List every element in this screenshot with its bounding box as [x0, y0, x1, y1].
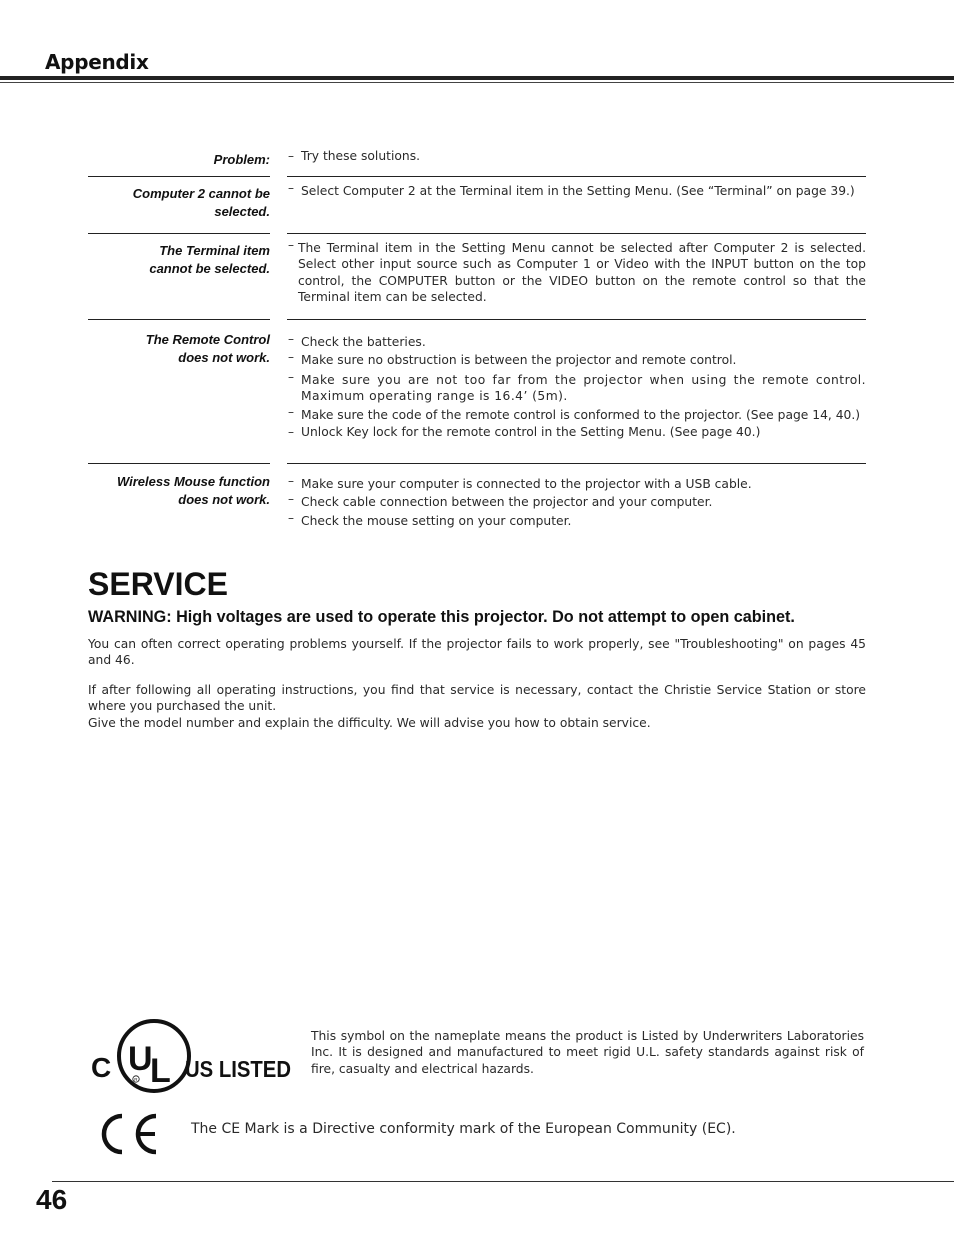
- header-rule: [0, 76, 954, 80]
- dash-bullet: –: [288, 332, 294, 346]
- solution-cell: [287, 233, 866, 305]
- solution-column-header: [287, 148, 866, 164]
- problem-text: does not work.: [178, 350, 270, 365]
- solution-item: [287, 334, 866, 350]
- dash-bullet: –: [288, 149, 294, 163]
- svg-text:L: L: [150, 1052, 171, 1090]
- problem-text: The Remote Control: [145, 332, 270, 347]
- header-rule-thin: [0, 82, 954, 83]
- dash-bullet: –: [288, 369, 295, 384]
- solution-item: [287, 510, 866, 529]
- solution-cell: [287, 319, 866, 441]
- solution-header-label: Try these solutions.: [301, 149, 421, 163]
- dash-bullet: –: [288, 181, 294, 195]
- problem-text: The Terminal item: [159, 243, 270, 258]
- svg-text:R: R: [134, 1077, 138, 1082]
- dash-bullet: –: [288, 350, 294, 365]
- problem-text: cannot be selected.: [149, 261, 270, 276]
- solution-item: [287, 369, 866, 405]
- problem-header-label: Problem:: [213, 152, 270, 167]
- ce-mark-logo: [96, 1110, 160, 1158]
- problem-cell: [88, 319, 270, 367]
- dash-bullet: –: [288, 492, 294, 507]
- problem-text: Wireless Mouse function: [116, 474, 270, 489]
- problem-text: selected.: [214, 204, 270, 219]
- solution-text: Make sure the code of the remote control is conformed to the projector. (See page 14, 40.): [301, 408, 861, 423]
- solution-text: Check the batteries.: [301, 335, 426, 349]
- problem-cell: [88, 233, 270, 278]
- solution-text: Make sure no obstruction is between the projector and remote control.: [301, 353, 737, 368]
- solution-text: Check cable connection between the projector and your computer.: [301, 495, 713, 510]
- solution-cell: [287, 176, 866, 199]
- ce-description: The CE Mark is a Directive conformity mark of the European Community (EC).: [191, 1121, 736, 1137]
- solution-text: Make sure you are not too far from the projector when using the remote control. Maximum operating range is 16.4’ (5m).: [301, 372, 866, 403]
- problem-text: Computer 2 cannot be: [132, 186, 270, 201]
- ul-listed-logo: [88, 1018, 293, 1096]
- dash-bullet: –: [288, 238, 294, 252]
- problem-text: does not work.: [178, 492, 270, 507]
- service-title: SERVICE: [88, 566, 228, 602]
- dash-bullet: –: [288, 405, 294, 420]
- svg-text:C: C: [91, 1052, 112, 1083]
- ul-description: This symbol on the nameplate means the product is Listed by Underwriters Laboratories Inc. It is designed and manufactured to meet rigid U.L. safety standards against risk of fire, casualty and electrical hazards.: [311, 1029, 864, 1076]
- solution-text: Check the mouse setting on your computer.: [301, 513, 572, 528]
- solution-item: [287, 240, 866, 305]
- problem-column-header: [88, 148, 270, 169]
- page-number: 46: [36, 1184, 68, 1215]
- dash-bullet: –: [288, 510, 294, 525]
- solution-text: Unlock Key lock for the remote control in the Setting Menu. (See page 40.): [301, 425, 761, 440]
- solution-text: Select Computer 2 at the Terminal item in the Setting Menu. (See “Terminal” on page 39.): [301, 184, 855, 198]
- service-warning: WARNING: High voltages are used to operate this projector. Do not attempt to open cabinet.: [88, 608, 795, 626]
- solution-text: The Terminal item in the Setting Menu cannot be selected after Computer 2 is selected. Select other input source such as Computer 1 or Video with the INPUT button on the top control, the COMPUTER button or the VIDEO button on the remote control so that the Terminal item can be selected.: [298, 241, 866, 304]
- svg-text:US LISTED: US LISTED: [185, 1056, 291, 1082]
- solution-item: [287, 476, 866, 492]
- solution-text: Make sure your computer is connected to the projector with a USB cable.: [301, 477, 752, 491]
- solution-item: [287, 424, 866, 440]
- section-title: Appendix: [45, 50, 149, 74]
- service-paragraph-line: Give the model number and explain the difficulty. We will advise you how to obtain service.: [88, 715, 651, 730]
- solution-item: [287, 352, 866, 368]
- dash-bullet: –: [288, 474, 294, 488]
- dash-bullet: –: [288, 425, 294, 440]
- svg-text:U: U: [128, 1040, 153, 1078]
- service-paragraph-line: If after following all operating instructions, you find that service is necessary, contact the Christie Service Station or store where you purchased the unit.: [88, 683, 866, 714]
- solution-cell: [287, 463, 866, 529]
- problem-cell: [88, 176, 270, 221]
- service-paragraph: [88, 682, 866, 731]
- footer-rule: [52, 1181, 954, 1182]
- solution-item: [287, 494, 866, 510]
- service-paragraph: You can often correct operating problems yourself. If the projector fails to work properly, see "Troubleshooting" on pages 45 and 46.: [88, 637, 866, 668]
- problem-cell: [88, 463, 270, 509]
- solution-item: [287, 407, 866, 423]
- solution-item: [287, 183, 866, 199]
